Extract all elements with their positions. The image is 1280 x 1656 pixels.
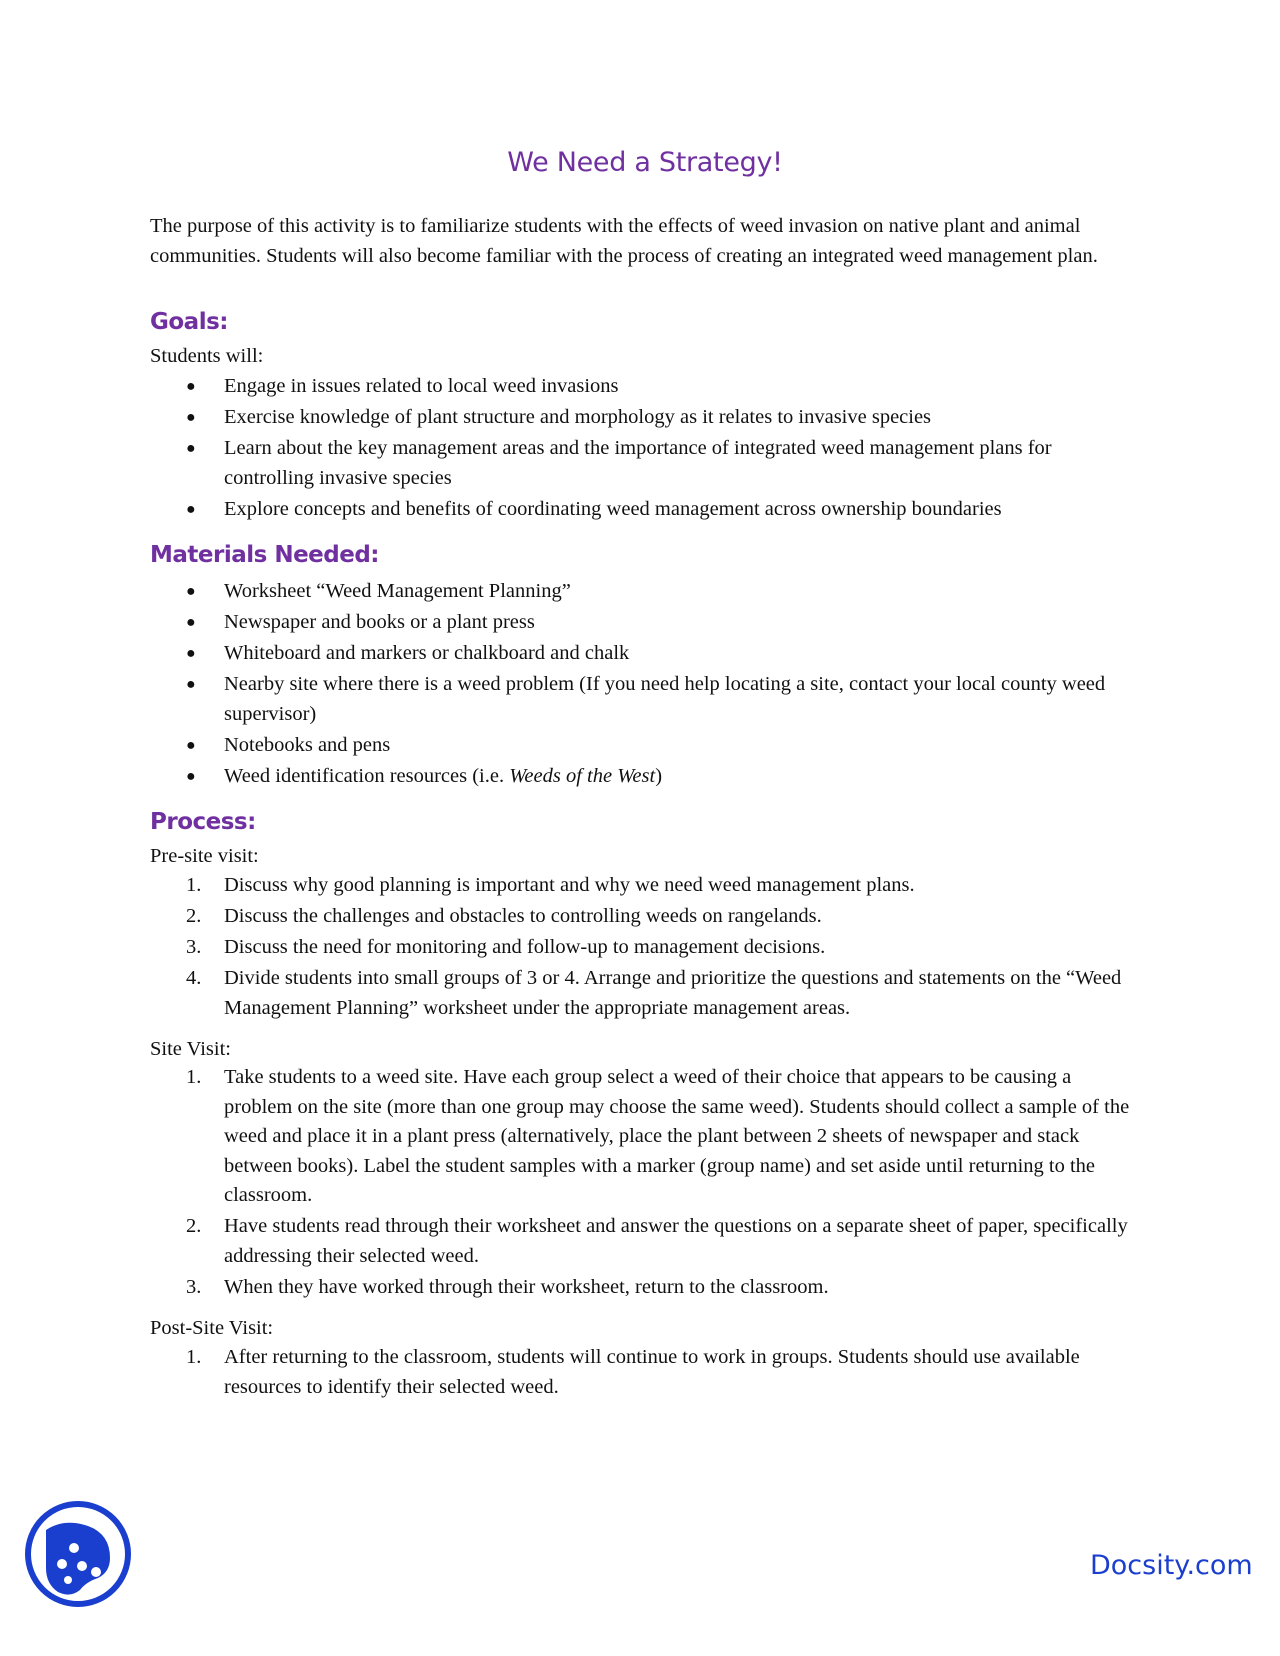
list-item: ● Explore concepts and benefits of coordinating weed management across ownership boundaries [150, 495, 1140, 525]
list-item: 3. Discuss the need for monitoring and follow-up to management decisions. [186, 936, 826, 958]
post-site-steps [150, 1343, 1140, 1404]
goals-list [150, 372, 1140, 526]
list-item: 1. After returning to the classroom, students will continue to work in groups. Students should use available resources to identify their selected weed. [186, 1346, 1080, 1398]
bullet-icon: ● [186, 645, 196, 662]
goals-lead: Students will: [150, 345, 264, 367]
list-item: ● Notebooks and pens [150, 731, 1140, 761]
list-item: ● Nearby site where there is a weed problem (If you need help locating a site, contact your local county weed supervisor) [150, 670, 1140, 729]
bullet-icon: ● [186, 676, 196, 693]
bullet-icon: ● [186, 736, 196, 754]
list-item: ● Newspaper and books or a plant press [150, 608, 1140, 638]
list-item: ● Learn about the key management areas and the importance of integrated weed management plans for controlling invasive species [150, 434, 1140, 493]
intro-paragraph: The purpose of this activity is to familiarize students with the effects of weed invasion on native plant and animal communities. Students will also become familiar with the process of creating an integrated weed management plan. [150, 215, 1098, 267]
bullet-icon: ● [186, 767, 196, 785]
goals-heading: Goals: [150, 309, 228, 335]
process-heading: Process: [150, 809, 256, 835]
list-item: 1. Discuss why good planning is important and why we need weed management plans. [186, 874, 915, 896]
page-title: We Need a Strategy! [507, 147, 783, 178]
site-visit-steps [150, 1063, 1140, 1304]
list-item: 3. When they have worked through their worksheet, return to the classroom. [186, 1275, 829, 1298]
list-item: 2. Have students read through their worksheet and answer the questions on a separate sheet of paper, specifically addressing their selected weed. [186, 1215, 1128, 1267]
bullet-icon: ● [186, 409, 196, 426]
list-item: ● Weed identification resources (i.e. Weeds of the West) [150, 762, 1140, 792]
book-title: Weeds of the West [509, 764, 656, 787]
docsity-logo-icon[interactable] [24, 1500, 132, 1608]
materials-heading: Materials Needed: [150, 542, 380, 568]
bullet-icon: ● [186, 500, 196, 518]
bullet-icon: ● [186, 440, 196, 457]
bullet-icon: ● [186, 614, 196, 631]
materials-list [150, 577, 1140, 793]
docsity-brand-link[interactable]: Docsity.com [1090, 1550, 1253, 1581]
bullet-icon: ● [186, 378, 196, 395]
bullet-icon: ● [186, 583, 196, 600]
site-visit-label: Site Visit: [150, 1038, 231, 1060]
list-item: ● Whiteboard and markers or chalkboard and chalk [150, 639, 1140, 669]
list-item: ● Engage in issues related to local weed invasions [150, 372, 1140, 402]
list-item: ● Worksheet “Weed Management Planning” [150, 577, 1140, 607]
list-item: 2. Discuss the challenges and obstacles to controlling weeds on rangelands. [186, 905, 822, 927]
pre-site-label: Pre-site visit: [150, 845, 259, 867]
list-item: ● Exercise knowledge of plant structure and morphology as it relates to invasive species [150, 403, 1140, 433]
list-item: 4. Divide students into small groups of 3 or 4. Arrange and prioritize the questions and statements on the “Weed Management Planning” worksheet under the appropriate management areas. [186, 967, 1122, 1019]
post-site-label: Post-Site Visit: [150, 1317, 274, 1339]
pre-site-steps [150, 871, 1140, 1025]
list-item: 1. Take students to a weed site. Have each group select a weed of their choice that appears to be causing a problem on the site (more than one group may choose the same weed). Students should collect a sample of the weed and place it in a plant press (alternatively, place the plant between 2 sheets of newspaper and stack between books). Label the student samples with a marker (group name) and set aside until returning to the classroom. [186, 1066, 1130, 1206]
